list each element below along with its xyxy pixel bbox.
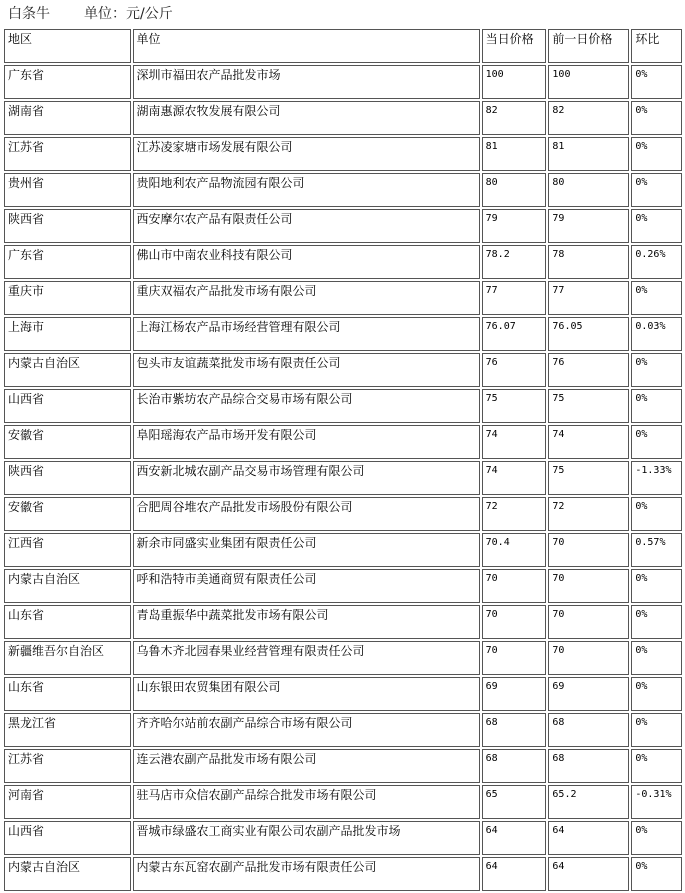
cell-change: 0% — [631, 173, 682, 207]
cell-prev-price: 75 — [548, 389, 629, 423]
cell-today-price: 76.07 — [482, 317, 547, 351]
cell-region: 江西省 — [4, 533, 131, 567]
cell-today-price: 64 — [482, 857, 547, 891]
cell-change: 0% — [631, 713, 682, 747]
table-row — [4, 173, 682, 207]
cell-unit: 新余市同盛实业集团有限责任公司 — [133, 533, 480, 567]
cell-prev-price: 77 — [548, 281, 629, 315]
cell-prev-price: 80 — [548, 173, 629, 207]
cell-region: 江苏省 — [4, 749, 131, 783]
cell-unit: 呼和浩特市美通商贸有限责任公司 — [133, 569, 480, 603]
cell-today-price: 75 — [482, 389, 547, 423]
cell-today-price: 74 — [482, 425, 547, 459]
cell-prev-price: 82 — [548, 101, 629, 135]
cell-prev-price: 70 — [548, 605, 629, 639]
cell-change: 0% — [631, 569, 682, 603]
cell-change: 0% — [631, 389, 682, 423]
cell-unit: 连云港农副产品批发市场有限公司 — [133, 749, 480, 783]
header-region: 地区 — [4, 29, 131, 63]
cell-unit: 内蒙古东瓦窑农副产品批发市场有限责任公司 — [133, 857, 480, 891]
cell-change: 0% — [631, 857, 682, 891]
cell-region: 黑龙江省 — [4, 713, 131, 747]
cell-unit: 西安新北城农副产品交易市场管理有限公司 — [133, 461, 480, 495]
cell-region: 上海市 — [4, 317, 131, 351]
cell-region: 安徽省 — [4, 425, 131, 459]
table-row — [4, 713, 682, 747]
cell-unit: 山东银田农贸集团有限公司 — [133, 677, 480, 711]
cell-change: 0% — [631, 605, 682, 639]
cell-today-price: 74 — [482, 461, 547, 495]
cell-prev-price: 75 — [548, 461, 629, 495]
cell-change: 0.26% — [631, 245, 682, 279]
cell-unit: 齐齐哈尔站前农副产品综合市场有限公司 — [133, 713, 480, 747]
cell-prev-price: 79 — [548, 209, 629, 243]
cell-today-price: 70 — [482, 569, 547, 603]
header-unit: 单位 — [133, 29, 480, 63]
cell-prev-price: 78 — [548, 245, 629, 279]
table-row — [4, 749, 682, 783]
table-caption — [8, 4, 173, 24]
table-row — [4, 821, 682, 855]
cell-today-price: 81 — [482, 137, 547, 171]
table-row — [4, 461, 682, 495]
cell-prev-price: 68 — [548, 713, 629, 747]
cell-region: 内蒙古自治区 — [4, 569, 131, 603]
cell-region: 陕西省 — [4, 461, 131, 495]
cell-prev-price: 76 — [548, 353, 629, 387]
table-row — [4, 569, 682, 603]
cell-prev-price: 76.05 — [548, 317, 629, 351]
cell-unit: 晋城市绿盛农工商实业有限公司农副产品批发市场 — [133, 821, 480, 855]
cell-unit: 贵阳地利农产品物流园有限公司 — [133, 173, 480, 207]
table-row — [4, 137, 682, 171]
header-change: 环比 — [631, 29, 682, 63]
cell-today-price: 78.2 — [482, 245, 547, 279]
table-row — [4, 497, 682, 531]
table-row — [4, 281, 682, 315]
cell-change: 0.57% — [631, 533, 682, 567]
cell-unit: 乌鲁木齐北园春果业经营管理有限责任公司 — [133, 641, 480, 675]
cell-unit: 上海江杨农产品市场经营管理有限公司 — [133, 317, 480, 351]
cell-today-price: 65 — [482, 785, 547, 819]
table-row — [4, 389, 682, 423]
product-name: 白条牛 — [8, 6, 50, 22]
cell-unit: 佛山市中南农业科技有限公司 — [133, 245, 480, 279]
header-today-price: 当日价格 — [482, 29, 547, 63]
cell-change: 0% — [631, 425, 682, 459]
cell-prev-price: 70 — [548, 569, 629, 603]
cell-region: 山西省 — [4, 821, 131, 855]
cell-region: 江苏省 — [4, 137, 131, 171]
cell-unit: 青岛重振华中蔬菜批发市场有限公司 — [133, 605, 480, 639]
cell-change: -1.33% — [631, 461, 682, 495]
cell-today-price: 100 — [482, 65, 547, 99]
table-row — [4, 65, 682, 99]
cell-prev-price: 81 — [548, 137, 629, 171]
cell-unit: 合肥周谷堆农产品批发市场股份有限公司 — [133, 497, 480, 531]
cell-prev-price: 64 — [548, 857, 629, 891]
table-row — [4, 857, 682, 891]
cell-today-price: 68 — [482, 749, 547, 783]
cell-today-price: 68 — [482, 713, 547, 747]
table-row — [4, 101, 682, 135]
cell-region: 山西省 — [4, 389, 131, 423]
cell-region: 陕西省 — [4, 209, 131, 243]
cell-unit: 西安摩尔农产品有限责任公司 — [133, 209, 480, 243]
table-row — [4, 533, 682, 567]
table-row — [4, 317, 682, 351]
table-row — [4, 641, 682, 675]
cell-region: 山东省 — [4, 605, 131, 639]
cell-change: 0% — [631, 677, 682, 711]
table-row — [4, 209, 682, 243]
cell-change: -0.31% — [631, 785, 682, 819]
cell-prev-price: 100 — [548, 65, 629, 99]
table-row — [4, 785, 682, 819]
cell-change: 0% — [631, 497, 682, 531]
cell-prev-price: 64 — [548, 821, 629, 855]
cell-region: 河南省 — [4, 785, 131, 819]
cell-prev-price: 65.2 — [548, 785, 629, 819]
cell-prev-price: 70 — [548, 641, 629, 675]
cell-prev-price: 70 — [548, 533, 629, 567]
cell-unit: 重庆双福农产品批发市场有限公司 — [133, 281, 480, 315]
header-row — [4, 29, 682, 63]
cell-change: 0% — [631, 641, 682, 675]
cell-today-price: 70 — [482, 605, 547, 639]
cell-region: 新疆维吾尔自治区 — [4, 641, 131, 675]
table-row — [4, 425, 682, 459]
cell-unit: 包头市友谊蔬菜批发市场有限责任公司 — [133, 353, 480, 387]
table-row — [4, 353, 682, 387]
cell-today-price: 80 — [482, 173, 547, 207]
cell-prev-price: 68 — [548, 749, 629, 783]
cell-region: 山东省 — [4, 677, 131, 711]
cell-unit: 阜阳瑶海农产品市场开发有限公司 — [133, 425, 480, 459]
cell-region: 湖南省 — [4, 101, 131, 135]
table-row — [4, 677, 682, 711]
cell-today-price: 64 — [482, 821, 547, 855]
cell-today-price: 77 — [482, 281, 547, 315]
unit-label: 单位：元/公斤 — [84, 6, 173, 22]
price-table — [2, 27, 684, 893]
cell-region: 重庆市 — [4, 281, 131, 315]
cell-region: 安徽省 — [4, 497, 131, 531]
cell-unit: 深圳市福田农产品批发市场 — [133, 65, 480, 99]
cell-today-price: 70.4 — [482, 533, 547, 567]
cell-today-price: 69 — [482, 677, 547, 711]
cell-region: 内蒙古自治区 — [4, 353, 131, 387]
cell-prev-price: 74 — [548, 425, 629, 459]
table-row — [4, 605, 682, 639]
cell-today-price: 72 — [482, 497, 547, 531]
cell-unit: 江苏凌家塘市场发展有限公司 — [133, 137, 480, 171]
cell-unit: 驻马店市众信农副产品综合批发市场有限公司 — [133, 785, 480, 819]
cell-region: 内蒙古自治区 — [4, 857, 131, 891]
cell-change: 0% — [631, 209, 682, 243]
cell-today-price: 76 — [482, 353, 547, 387]
cell-today-price: 70 — [482, 641, 547, 675]
cell-today-price: 79 — [482, 209, 547, 243]
cell-prev-price: 72 — [548, 497, 629, 531]
cell-change: 0% — [631, 821, 682, 855]
cell-unit: 湖南惠源农牧发展有限公司 — [133, 101, 480, 135]
cell-unit: 长治市紫坊农产品综合交易市场有限公司 — [133, 389, 480, 423]
cell-change: 0% — [631, 65, 682, 99]
cell-prev-price: 69 — [548, 677, 629, 711]
price-table-body — [4, 29, 682, 891]
cell-today-price: 82 — [482, 101, 547, 135]
header-prev-price: 前一日价格 — [548, 29, 629, 63]
cell-change: 0.03% — [631, 317, 682, 351]
cell-change: 0% — [631, 137, 682, 171]
cell-region: 广东省 — [4, 245, 131, 279]
cell-change: 0% — [631, 281, 682, 315]
cell-change: 0% — [631, 353, 682, 387]
cell-region: 贵州省 — [4, 173, 131, 207]
table-row — [4, 245, 682, 279]
cell-change: 0% — [631, 101, 682, 135]
cell-change: 0% — [631, 749, 682, 783]
cell-region: 广东省 — [4, 65, 131, 99]
